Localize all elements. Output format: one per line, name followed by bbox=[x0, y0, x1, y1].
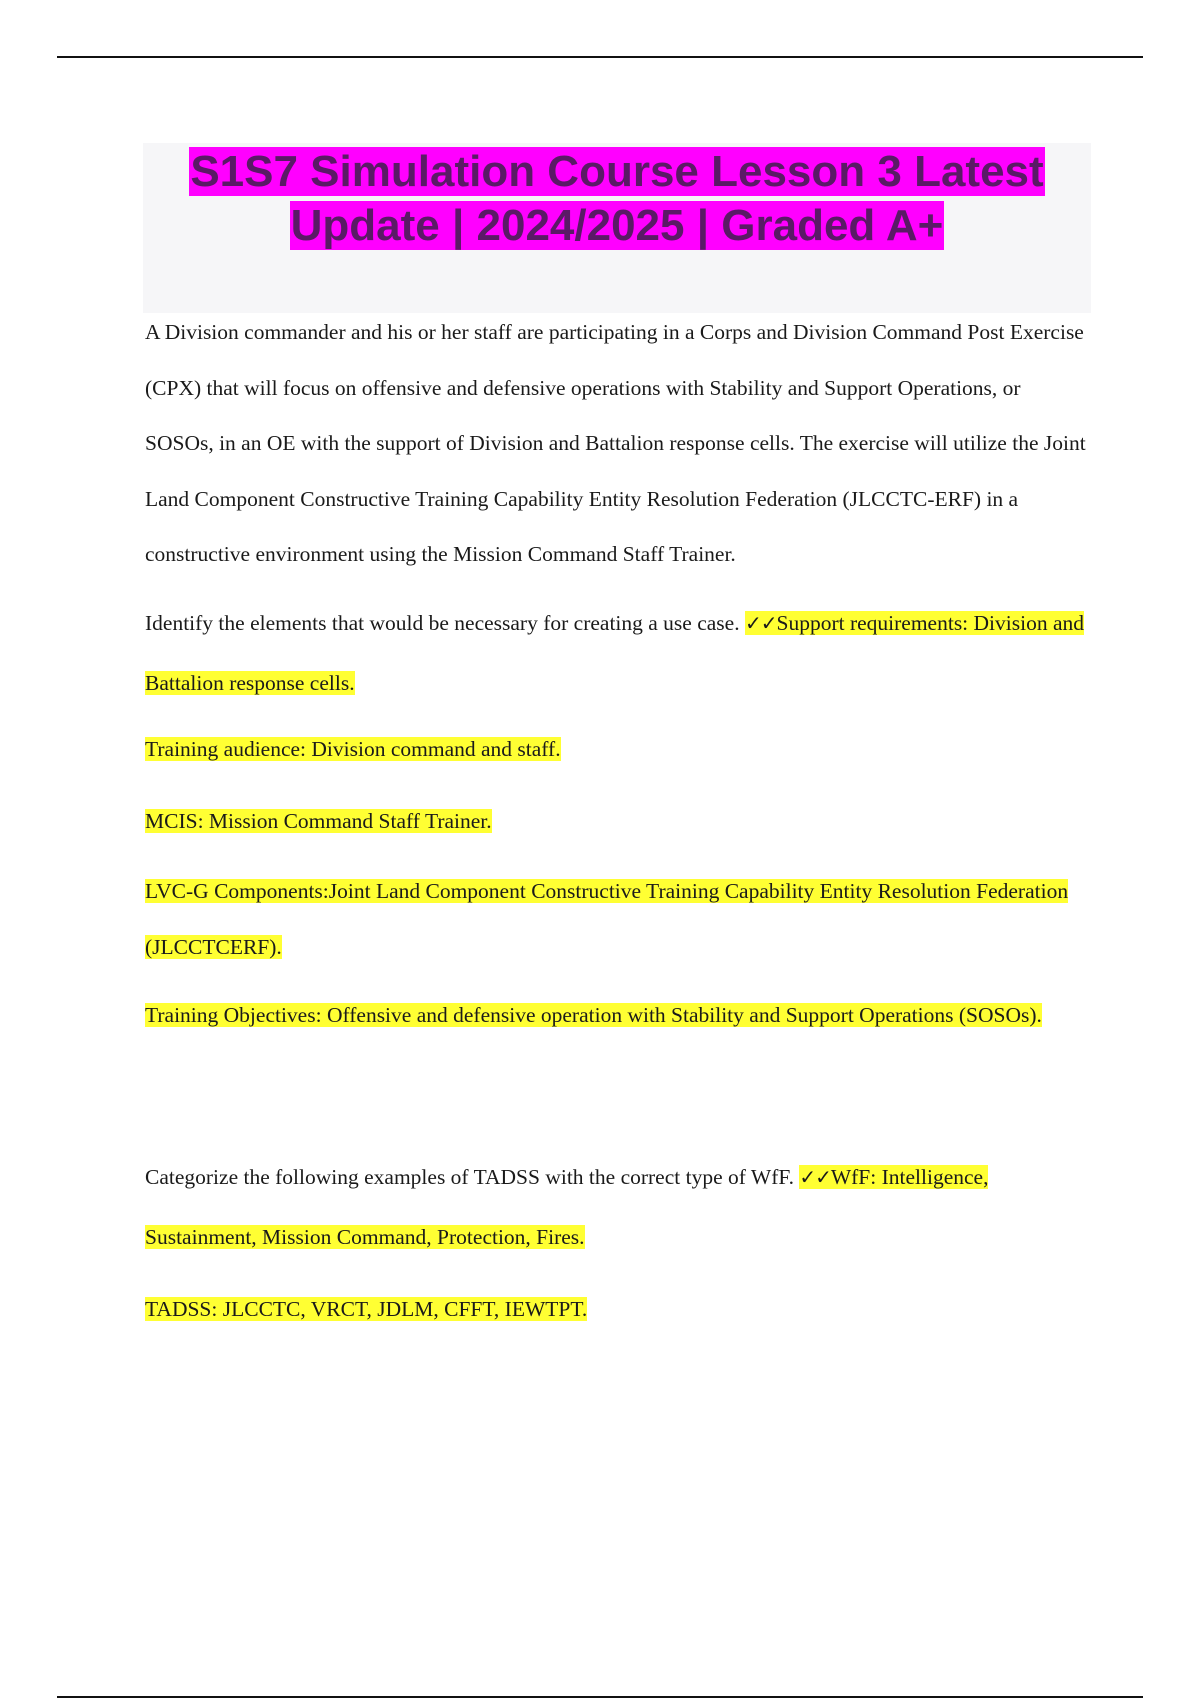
answer-1-line-1: ✓✓Support requirements: Division and Battalion response cells. bbox=[145, 610, 1085, 695]
question-1-text: Identify the elements that would be necessary for creating a use case. bbox=[145, 610, 740, 635]
answer-2-line-1: ✓✓WfF: Intelligence, Sustainment, Mission Command, Protection, Fires. bbox=[145, 1164, 989, 1249]
question-2-text: Categorize the following examples of TADSS with the correct type of WfF. bbox=[145, 1164, 794, 1189]
title-block bbox=[143, 143, 1091, 313]
check-mark-icon: ✓✓ bbox=[799, 1164, 831, 1189]
answer-1-line-5: Training Objectives: Offensive and defensive operation with Stability and Support Operations (SOSOs). bbox=[145, 1002, 1042, 1027]
bottom-rule bbox=[57, 1696, 1143, 1698]
document-title: S1S7 Simulation Course Lesson 3 Latest Update | 2024/2025 | Graded A+ bbox=[190, 147, 1044, 250]
answer-1-line-4: LVC-G Components:Joint Land Component Constructive Training Capability Entity Resolution Federation (JLCCTCERF). bbox=[145, 878, 1069, 959]
document-body bbox=[145, 305, 1090, 1339]
question-2 bbox=[145, 1147, 1090, 1267]
answer-2-line-2: TADSS: JLCCTC, VRCT, JDLM, CFFT, IEWTPT. bbox=[145, 1296, 588, 1321]
answer-1-line-3: MCIS: Mission Command Staff Trainer. bbox=[145, 808, 492, 833]
top-rule bbox=[57, 56, 1143, 58]
question-1 bbox=[145, 593, 1090, 713]
intro-paragraph: A Division commander and his or her staff are participating in a Corps and Division Command Post Exercise (CPX) that will focus on offensive and defensive operations with Stability and Support Operations, or SOSOs, in an OE with the support of Division and Battalion response cells. The exercise will utilize the Joint Land Component Constructive Training Capability Entity Resolution Federation (JLCCTC-ERF) in a constructive environment using the Mission Command Staff Trainer. bbox=[145, 320, 1086, 566]
check-mark-icon: ✓✓ bbox=[744, 610, 777, 635]
answer-1-line-2: Training audience: Division command and staff. bbox=[145, 736, 561, 761]
